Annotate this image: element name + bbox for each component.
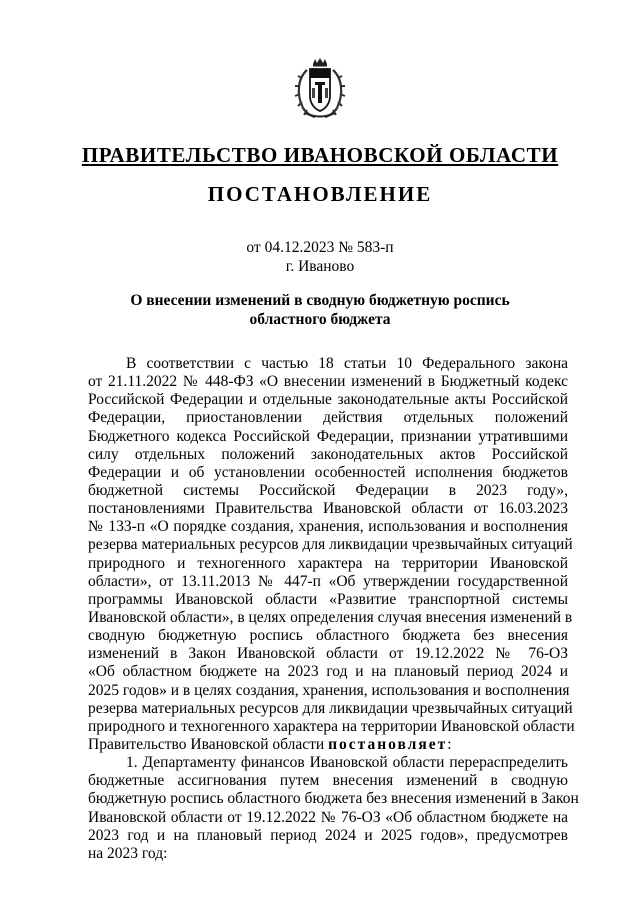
- body-line: изменений в Закон Ивановской области от 19.12.2022 № 76-ОЗ: [88, 645, 568, 663]
- body-line: Правительство Ивановской области: [88, 735, 325, 753]
- body-line: резерва материальных ресурсов для ликвидации чрезвычайных ситуаций: [88, 699, 573, 717]
- body-line: программы Ивановской области «Развитие транспортной системы: [88, 590, 568, 608]
- city: г. Иваново: [285, 258, 355, 275]
- organization-title: ПРАВИТЕЛЬСТВО ИВАНОВСКОЙ ОБЛАСТИ: [81, 143, 559, 167]
- body-line: от 21.11.2022 № 448-ФЗ «О внесении изменений в Бюджетный кодекс: [88, 373, 568, 391]
- body-line: природного и техногенного характера на территории Ивановской области: [88, 717, 575, 735]
- body-line: Российской Федерации и отдельные законодательные акты Российской: [88, 391, 568, 409]
- body-line: 1. Департаменту финансов Ивановской области перераспределить: [126, 754, 568, 772]
- body-line: природного и техногенного характера на территории Ивановской: [88, 554, 568, 572]
- body-line: 2023 год и на плановый период 2024 и 2025 годов», предусмотрев: [88, 826, 568, 844]
- body-line: сводную бюджетную роспись областного бюджета без внесения: [88, 627, 568, 645]
- coat-of-arms-icon: [293, 58, 347, 120]
- document-type-title: ПОСТАНОВЛЕНИЕ: [207, 182, 433, 206]
- body-line: резерва материальных ресурсов для ликвидации чрезвычайных ситуаций: [88, 536, 573, 554]
- body-line: В соответствии с частью 18 статьи 10 Федерального закона: [126, 355, 568, 372]
- body-line: 2025 годов» и в целях создания, хранения, использования и восполнения: [88, 681, 570, 699]
- subject-line: областного бюджета: [249, 311, 391, 328]
- body-line: на 2023 год:: [88, 844, 168, 862]
- body-line: Бюджетного кодекса Российской Федерации, признании утратившими: [88, 427, 568, 445]
- body-line: области», от 13.11.2013 № 447-п «Об утверждении государственной: [88, 572, 568, 590]
- decree-colon: :: [447, 735, 452, 753]
- body-line: бюджетные ассигнования путем внесения изменений в сводную: [88, 772, 568, 790]
- body-line: силу отдельных положений законодательных актов Российской: [88, 445, 568, 463]
- body-line: Ивановской области от 19.12.2022 № 76-ОЗ «Об областном бюджете на: [88, 808, 568, 826]
- body-line: постановлениями Правительства Ивановской области от 16.03.2023: [88, 500, 568, 518]
- date-number: от 04.12.2023 № 583-п: [246, 239, 394, 256]
- decree-word: постановляет: [328, 735, 448, 753]
- body-line: «Об областном бюджете на 2023 год и на плановый период 2024 и: [88, 663, 568, 681]
- body-line: Федерации, приостановлении действия отдельных положений: [88, 409, 568, 427]
- subject-line: О внесении изменений в сводную бюджетную роспись: [130, 292, 510, 309]
- body-line: Федерации и об установлении особенностей исполнения бюджетов: [88, 463, 568, 481]
- body-line: Ивановской области», в целях определения случая внесения изменений в: [88, 608, 573, 626]
- document-subject: [0, 291, 640, 329]
- document-body: [88, 355, 579, 863]
- body-line: бюджетной системы Российской Федерации в 2023 году»,: [88, 481, 568, 499]
- body-line: бюджетную роспись областного бюджета без внесения изменений в Закон: [88, 790, 579, 808]
- body-line: № 133-п «О порядке создания, хранения, использования и восполнения: [88, 518, 568, 536]
- body-line-decree: [88, 736, 568, 754]
